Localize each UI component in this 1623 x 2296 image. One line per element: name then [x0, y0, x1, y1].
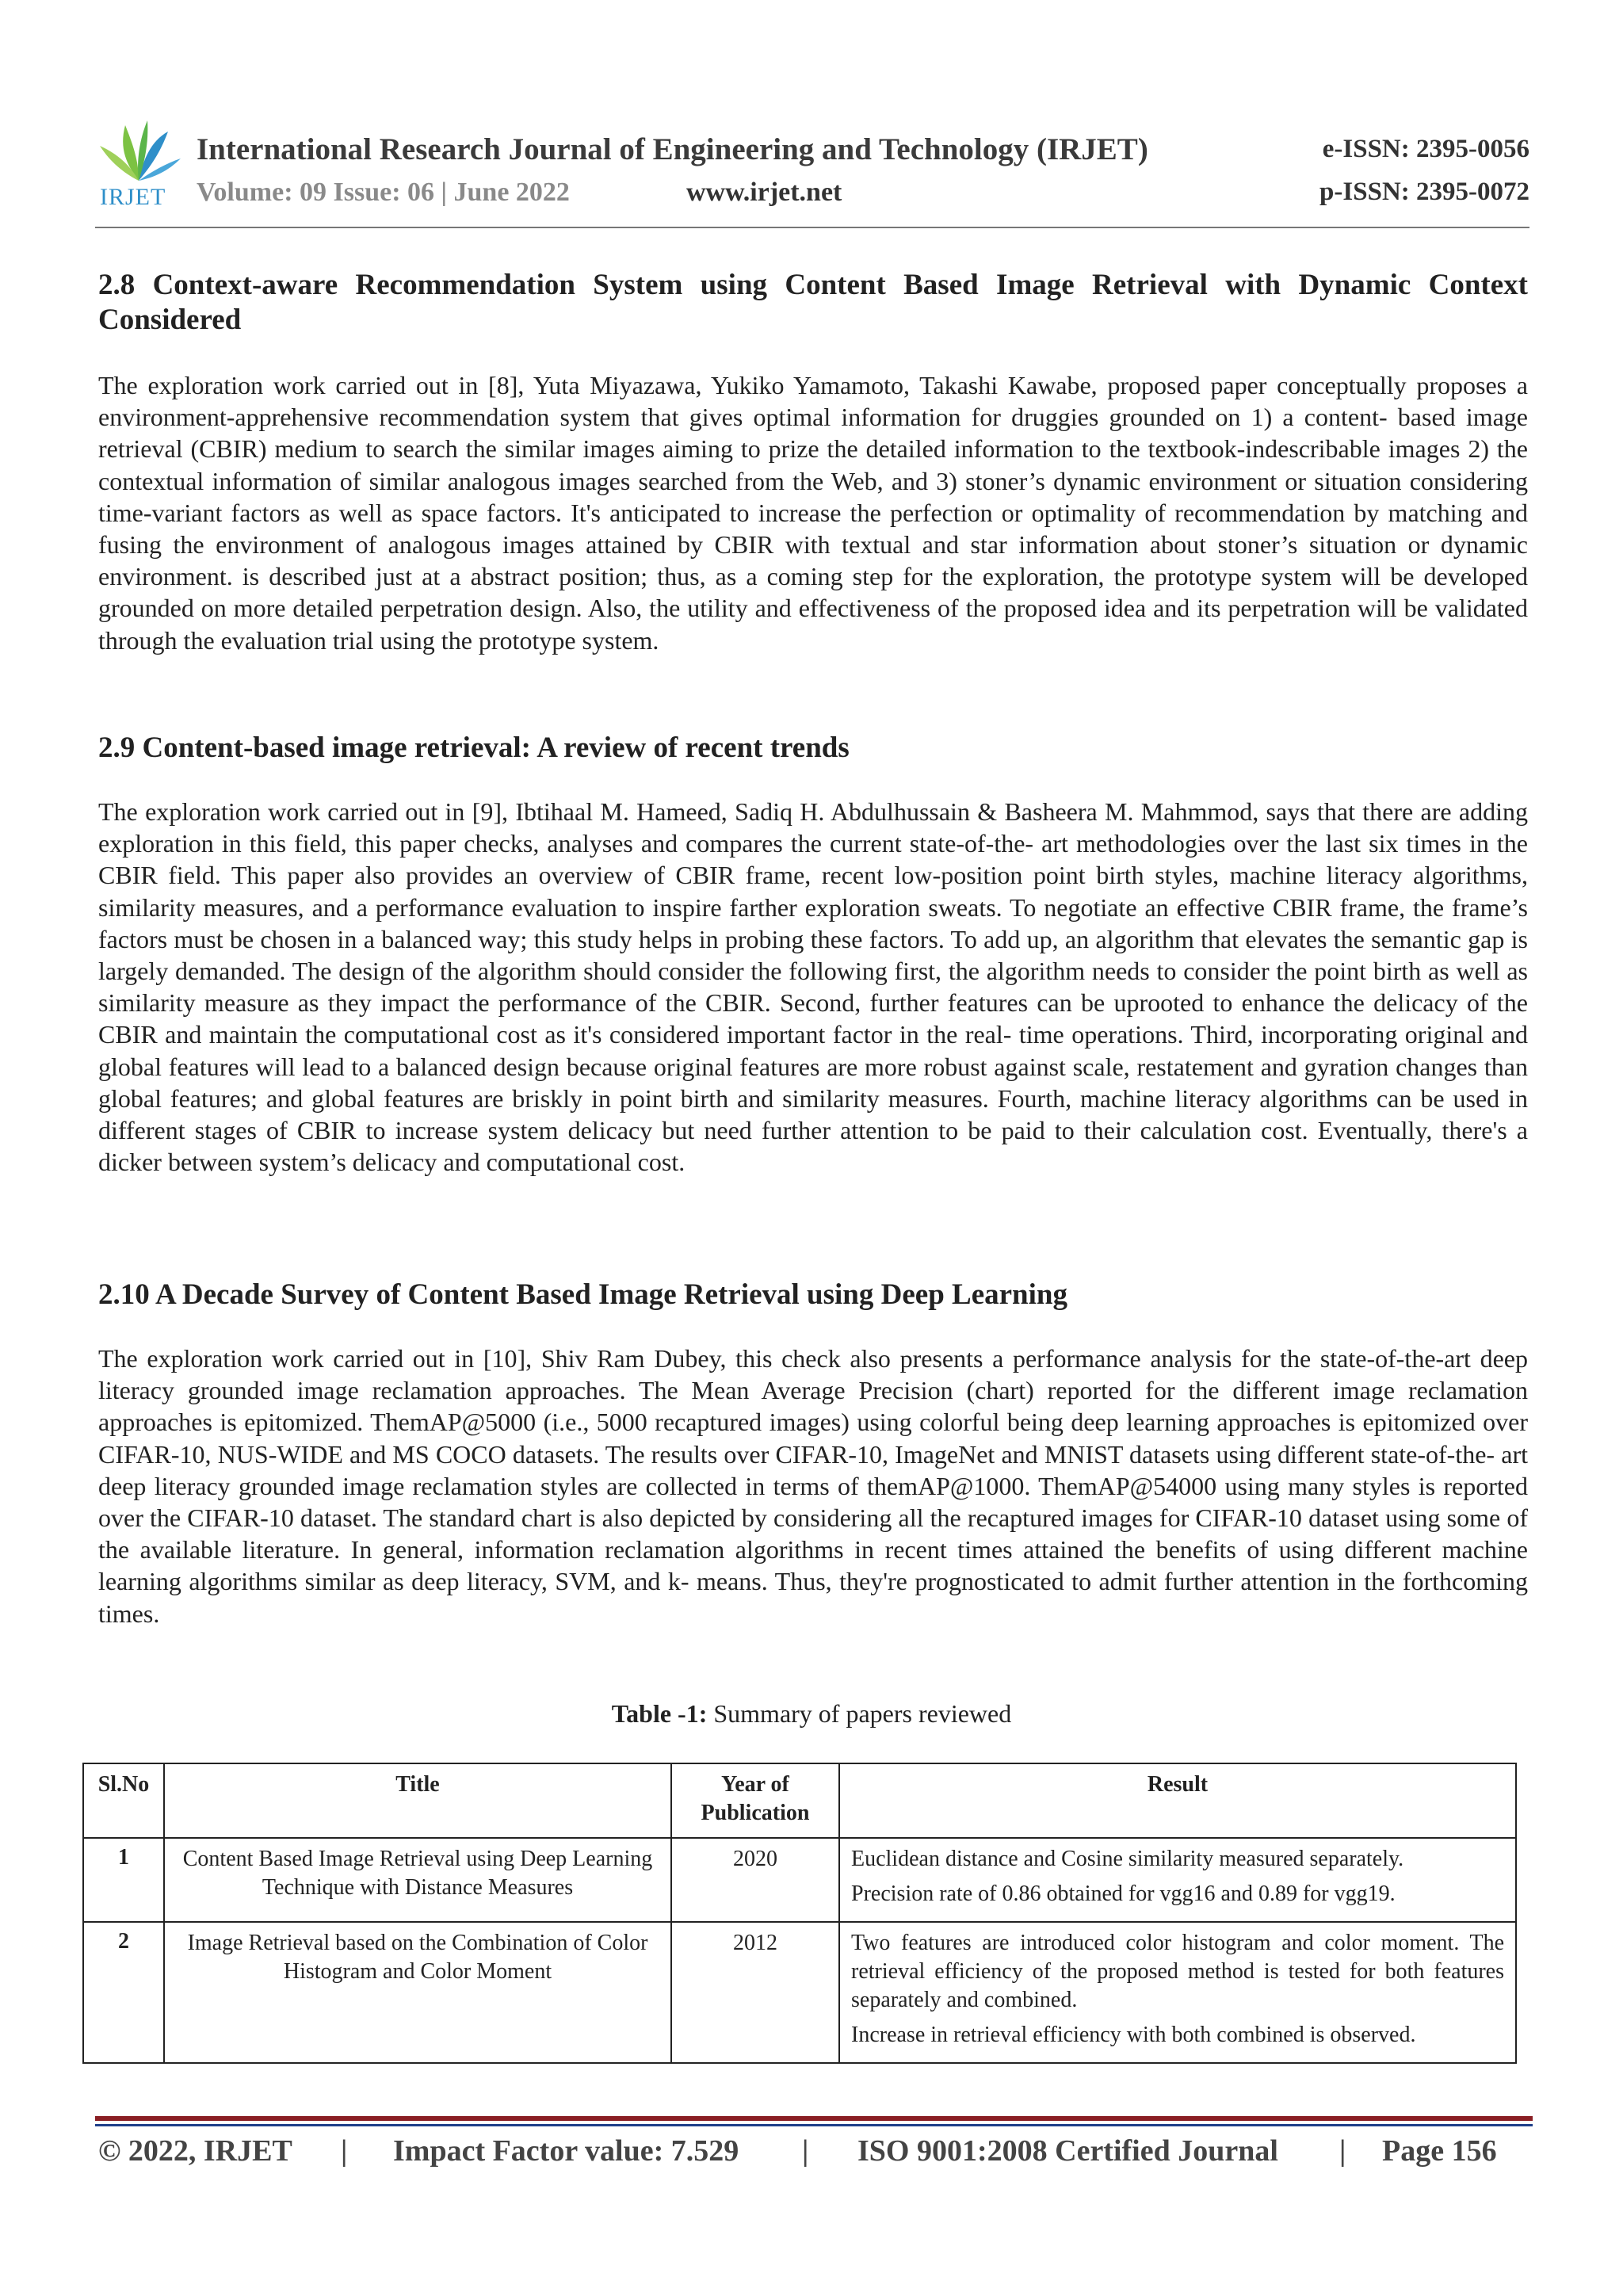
table-caption	[0, 1699, 1623, 1729]
row-year: 2012	[671, 1922, 839, 2063]
footer-page-number: Page 156	[1382, 2134, 1497, 2168]
journal-website-link[interactable]: www.irjet.net	[686, 178, 842, 207]
footer-separator: |	[802, 2134, 809, 2168]
section-body: The exploration work carried out in [9], Ibtihaal M. Hameed, Sadiq H. Abdulhussain & Basheera M. Mahmmod, says that there are adding exploration in this field, this paper checks, analyses and compares the current state-of-the- art methodologies over the last six times in the CBIR field. This paper also provides an overview of CBIR frame, recent low-position point birth styles, machine literacy algorithms, similarity measures, and a performance evaluation to inspire farther exploration sweats. To negotiate an effective CBIR frame, the frame’s factors must be chosen in a balanced way; this study helps in probing these factors. To add up, an algorithm that elevates the semantic gap is largely demanded. The design of the algorithm should consider the following first, the algorithm needs to consider the point birth as well as similarity measure as they impact the performance of the CBIR. Second, further features can be uprooted to enhance the delicacy of the CBIR and maintain the computational cost as it's considered important factor in the real- time operations. Third, incorporating original and global features will lead to a balanced design because original features are more robust against scale, restatement and gyration changes than global features; and global features are briskly in point birth and similarity measures. Fourth, machine literacy algorithms can be used in different stages of CBIR to increase system delicacy but need further attention to be paid to their calculation cost. Eventually, there's a dicker between system’s delicacy and computational cost.	[98, 797, 1528, 1177]
section-body: The exploration work carried out in [8], Yuta Miyazawa, Yukiko Yamamoto, Takashi Kawabe, proposed paper conceptually proposes a environment-apprehensive recommendation system that gives optimal information for druggies grounded on 1) a content- based image retrieval (CBIR) medium to search the similar images aiming to prize the detailed information to the textbook-indescribable images 2) the contextual information of similar analogous images searched from the Web, and 3) stoner’s dynamic environment or situation considering time-variant factors as well as space factors. It's anticipated to increase the perfection or optimality of recommendation by matching and fusing the environment of analogous images attained by CBIR with textual and star information about stoner’s situation or dynamic environment. is described just at a abstract position; thus, as a coming step for the exploration, the prototype system will be developed grounded on more detailed perpetration design. Also, the utility and effectiveness of the proposed idea and its perpetration will be validated through the evaluation trial using the prototype system.	[98, 371, 1528, 655]
section-heading: 2.8 Context-aware Recommendation System using Content Based Image Retrieval with Dynamic Context Considered	[98, 269, 1528, 336]
footer-copyright: © 2022, IRJET	[98, 2134, 292, 2168]
summary-table	[82, 1763, 1517, 2064]
journal-title: International Research Journal of Engineering and Technology (IRJET)	[197, 132, 1148, 166]
row-result	[839, 1922, 1516, 2063]
table-caption-text: Summary of papers reviewed	[707, 1699, 1012, 1728]
row-number: 1	[83, 1838, 164, 1922]
section-2-8	[98, 268, 1528, 656]
footer-divider-blue	[95, 2124, 1533, 2126]
footer-separator: |	[1339, 2134, 1346, 2168]
col-header-slno: Sl.No	[83, 1763, 164, 1838]
section-2-9	[98, 731, 1528, 1178]
col-header-result: Result	[839, 1763, 1516, 1838]
result-line: Two features are introduced color histogram and color moment. The retrieval efficiency of the proposed method is tested for both features separately and combined.	[851, 1931, 1504, 2012]
footer-separator: |	[341, 2134, 348, 2168]
row-title: Image Retrieval based on the Combination of Color Histogram and Color Moment	[164, 1922, 671, 2063]
row-number: 2	[83, 1922, 164, 2063]
row-title: Content Based Image Retrieval using Deep Learning Technique with Distance Measures	[164, 1838, 671, 1922]
result-line: Increase in retrieval efficiency with both combined is observed.	[851, 2023, 1416, 2047]
section-heading: 2.10 A Decade Survey of Content Based Image Retrieval using Deep Learning	[98, 1278, 1067, 1311]
footer-impact-factor: Impact Factor value: 7.529	[393, 2134, 739, 2168]
table-header-row	[83, 1763, 1516, 1838]
journal-header	[95, 117, 1529, 230]
page-footer	[98, 2134, 1533, 2173]
section-2-10	[98, 1278, 1528, 1629]
table-row	[83, 1838, 1516, 1922]
row-year: 2020	[671, 1838, 839, 1922]
logo-text: IRJET	[100, 184, 166, 210]
col-header-title: Title	[164, 1763, 671, 1838]
footer-divider-red	[95, 2116, 1533, 2121]
table-caption-label: Table -1:	[611, 1699, 708, 1728]
footer-iso: ISO 9001:2008 Certified Journal	[857, 2134, 1278, 2168]
e-issn: e-ISSN: 2395-0056	[1322, 135, 1529, 163]
col-header-year: Year of Publication	[671, 1763, 839, 1838]
header-divider	[95, 227, 1529, 228]
section-body: The exploration work carried out in [10], Shiv Ram Dubey, this check also presents a performance analysis for the state-of-the-art deep literacy grounded image reclamation approaches. The Mean Average Precision (chart) reported for the different image reclamation approaches is epitomized. ThemAP@5000 (i.e., 5000 recaptured images) using colorful being deep learning approaches is epitomized over CIFAR-10, NUS-WIDE and MS COCO datasets. The results over CIFAR-10, ImageNet and MNIST datasets using different state-of-the- art deep literacy grounded image reclamation styles are collected in terms of themAP@1000. ThemAP@54000 using many styles is reported over the CIFAR-10 dataset. The standard chart is also depicted by considering all the recaptured images for CIFAR-10 dataset using some of the available literature. In general, information reclamation algorithms in recent times attained the benefits of using different machine learning algorithms similar as deep literacy, SVM, and k- means. Thus, they're prognosticated to admit further attention in the forthcoming times.	[98, 1344, 1528, 1628]
volume-issue: Volume: 09 Issue: 06 | June 2022	[197, 178, 570, 207]
section-heading: 2.9 Content-based image retrieval: A review of recent trends	[98, 732, 850, 764]
table-row	[83, 1922, 1516, 2063]
p-issn: p-ISSN: 2395-0072	[1319, 178, 1529, 206]
result-line: Precision rate of 0.86 obtained for vgg16 and 0.89 for vgg19.	[851, 1881, 1396, 1906]
row-result	[839, 1838, 1516, 1922]
result-line: Euclidean distance and Cosine similarity measured separately.	[851, 1847, 1404, 1871]
